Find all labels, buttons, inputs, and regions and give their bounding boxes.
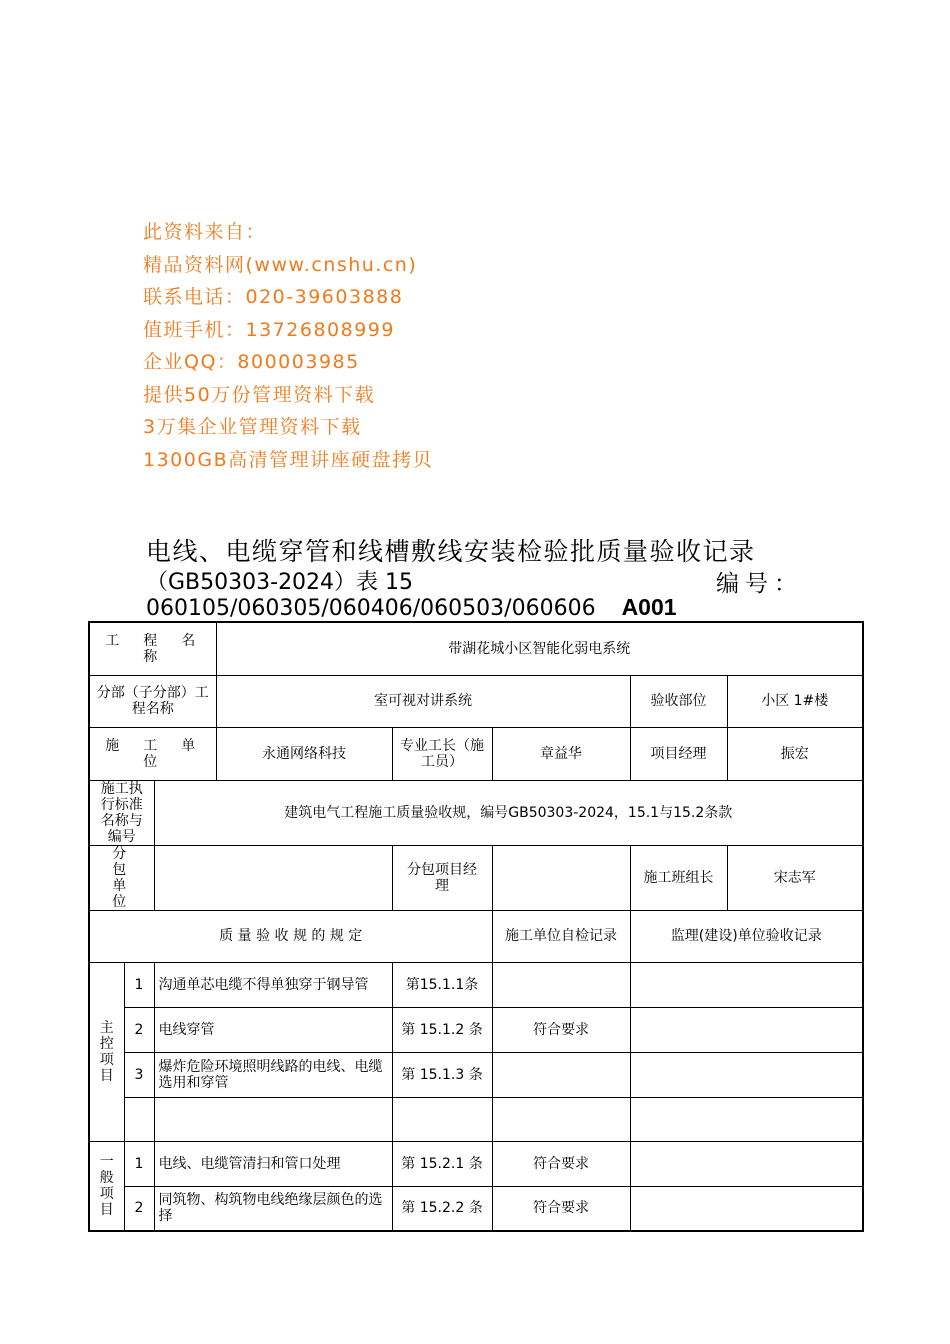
subdivision-label: 分部（子分部）工程名称 — [89, 675, 216, 727]
foreman-value: 章益华 — [492, 727, 630, 780]
empty-cell — [154, 1097, 392, 1141]
subdivision-value: 室可视对讲系统 — [216, 675, 630, 727]
notice-line: 1300GB高清管理讲座硬盘拷贝 — [143, 448, 434, 471]
subcontractor-value — [154, 845, 392, 910]
item-clause: 第 15.2.1 条 — [392, 1141, 492, 1186]
item-clause: 第15.1.1条 — [392, 962, 492, 1007]
source-notice — [143, 216, 433, 476]
item-supervision — [630, 1141, 863, 1186]
code-label: 编号： — [716, 571, 803, 597]
item-number: 3 — [124, 1052, 154, 1097]
spec-column-header: 质 量 验 收 规 的 规 定 — [89, 910, 492, 962]
item-self-check — [492, 1052, 630, 1097]
item-supervision — [630, 1186, 863, 1231]
empty-cell — [124, 1097, 154, 1141]
part-label: 验收部位 — [630, 675, 727, 727]
code-line — [146, 594, 677, 621]
standard-value: 建筑电气工程施工质量验收规，编号GB50303-2024，15.1与15.2条款 — [154, 780, 863, 845]
manager-value: 振宏 — [727, 727, 863, 780]
self-check-column-header: 施工单位自检记录 — [492, 910, 630, 962]
notice-line: 此资料来自： — [143, 221, 267, 243]
item-number: 2 — [124, 1007, 154, 1052]
project-name-value: 带湖花城小区智能化弱电系统 — [216, 622, 863, 675]
supervision-column-header: 监理(建设)单位验收记录 — [630, 910, 863, 962]
item-supervision — [630, 962, 863, 1007]
item-self-check: 符合要求 — [492, 1007, 630, 1052]
empty-cell — [492, 1097, 630, 1141]
item-description: 电线穿管 — [154, 1007, 392, 1052]
project-name-label: 工 程 名 称 — [89, 622, 216, 675]
document-title: 电线、电缆穿管和线槽敷线安装检验批质量验收记录 — [146, 537, 756, 566]
notice-mobile: 值班手机：13726808999 — [143, 318, 395, 341]
inspection-form — [88, 621, 864, 1232]
team-leader-value: 宋志军 — [727, 845, 863, 910]
item-clause: 第 15.1.2 条 — [392, 1007, 492, 1052]
manager-label: 项目经理 — [630, 727, 727, 780]
team-leader-label: 施工班组长 — [630, 845, 727, 910]
contractor-value: 永通网络科技 — [216, 727, 392, 780]
foreman-label: 专业工长（施工员） — [392, 727, 492, 780]
item-number: 1 — [124, 1141, 154, 1186]
sub-manager-label: 分包项目经 理 — [392, 845, 492, 910]
notice-phone: 联系电话：020-39603888 — [143, 286, 404, 308]
code-numbers: 060105/060305/060406/060503/060606 — [146, 596, 596, 621]
sub-manager-value — [492, 845, 630, 910]
empty-cell — [392, 1097, 492, 1141]
main-items-label-text: 主控项目 — [99, 1019, 114, 1084]
serial-number: A001 — [621, 594, 677, 620]
item-self-check — [492, 962, 630, 1007]
item-description: 电线、电缆管清扫和管口处理 — [154, 1141, 392, 1186]
empty-cell — [630, 1097, 863, 1141]
item-description: 同筑物、构筑物电线绝缘层颜色的选择 — [154, 1186, 392, 1231]
item-description: 沟通单芯电缆不得单独穿于钢导管 — [154, 962, 392, 1007]
subcontractor-label: 分 包 单 位 — [89, 845, 154, 910]
notice-website[interactable]: 精品资料网(www.cnshu.cn) — [143, 253, 418, 276]
item-supervision — [630, 1007, 863, 1052]
item-self-check: 符合要求 — [492, 1141, 630, 1186]
item-self-check: 符合要求 — [492, 1186, 630, 1231]
item-number: 2 — [124, 1186, 154, 1231]
notice-line: 3万集企业管理资料下载 — [143, 416, 362, 438]
notice-line: 提供50万份管理资料下载 — [143, 383, 376, 406]
general-items-group-label — [89, 1141, 124, 1231]
item-description: 爆炸危险环境照明线路的电线、电缆选用和穿管 — [154, 1052, 392, 1097]
contractor-label: 施 工 单 位 — [89, 727, 216, 780]
general-items-label-text: 一般项目 — [99, 1153, 114, 1218]
part-value: 小区 1#楼 — [727, 675, 863, 727]
item-supervision — [630, 1052, 863, 1097]
standard-label: 施工执行标准名称与编号 — [89, 780, 154, 845]
item-clause: 第 15.1.3 条 — [392, 1052, 492, 1097]
notice-qq: 企业QQ：800003985 — [143, 351, 360, 373]
standard-reference: （GB50303-2024）表 15 — [146, 570, 414, 595]
item-clause: 第 15.2.2 条 — [392, 1186, 492, 1231]
main-items-group-label — [89, 962, 124, 1141]
item-number: 1 — [124, 962, 154, 1007]
